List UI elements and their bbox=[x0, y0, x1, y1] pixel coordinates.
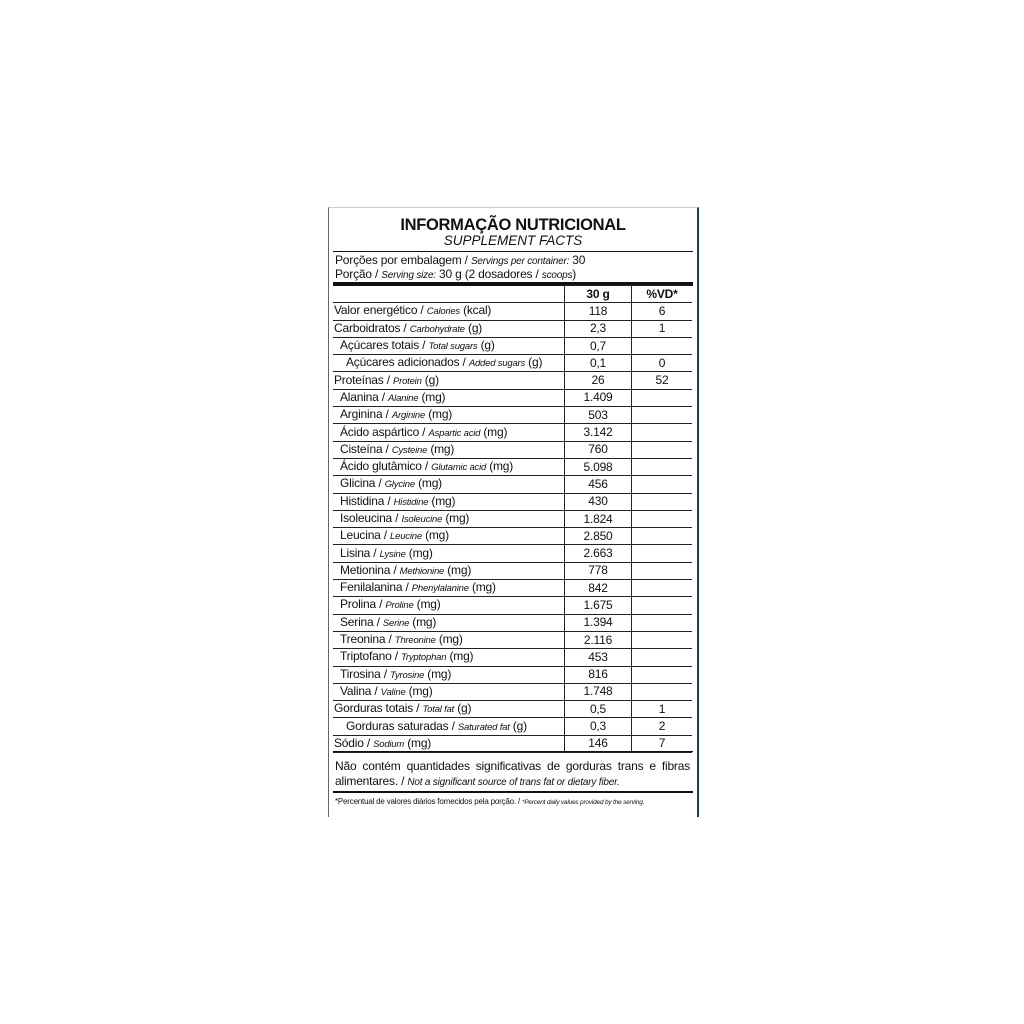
nutrient-unit: (mg) bbox=[480, 424, 508, 439]
nutrient-unit: (g) bbox=[477, 338, 495, 353]
size-scoops: scoops bbox=[541, 270, 573, 281]
table-row bbox=[333, 701, 692, 718]
nutrient-en: Tryptophan bbox=[401, 652, 447, 664]
nutrient-name bbox=[333, 683, 565, 700]
nutrient-name bbox=[333, 528, 565, 545]
nutrient-pt: Lisina / bbox=[340, 545, 380, 560]
table-body bbox=[333, 303, 692, 753]
nutrient-name bbox=[333, 424, 565, 441]
nutrient-dv: 52 bbox=[632, 372, 693, 389]
nutrient-amount: 456 bbox=[565, 476, 632, 493]
nutrient-en: Carbohydrate bbox=[409, 323, 465, 335]
nutrient-dv: 7 bbox=[632, 735, 693, 752]
nutrient-amount: 1.409 bbox=[565, 389, 632, 406]
nutrient-pt: Açúcares adicionados / bbox=[346, 355, 469, 370]
header-amount: 30 g bbox=[565, 286, 632, 303]
nutrient-dv bbox=[632, 631, 693, 648]
serving-size bbox=[335, 267, 576, 281]
nutrient-en: Methionine bbox=[399, 565, 445, 577]
nutrient-en: Calories bbox=[426, 306, 460, 318]
nutrient-pt: Sódio / bbox=[334, 735, 374, 750]
nutrient-name bbox=[333, 649, 565, 666]
table-row bbox=[333, 649, 692, 666]
nutrient-en: Cysteine bbox=[391, 444, 428, 456]
table-row bbox=[333, 614, 692, 631]
nutrient-unit: (mg) bbox=[428, 493, 456, 508]
size-en: Serving size: bbox=[381, 270, 436, 281]
nutrient-dv bbox=[632, 476, 693, 493]
header-blank bbox=[333, 286, 565, 303]
table-row bbox=[333, 528, 692, 545]
servings-en: Servings per container: bbox=[470, 256, 570, 267]
nutrient-amount: 760 bbox=[565, 441, 632, 458]
table-row bbox=[333, 597, 692, 614]
nutrient-amount: 0,3 bbox=[565, 718, 632, 735]
nutrient-unit: (mg) bbox=[425, 407, 453, 422]
nutrient-pt: Ácido glutâmico / bbox=[340, 459, 432, 474]
nutrient-en: Leucine bbox=[390, 531, 422, 543]
table-row bbox=[333, 683, 692, 700]
nutrient-unit: (mg) bbox=[444, 562, 472, 577]
nutrient-pt: Serina / bbox=[340, 614, 383, 629]
foot-en: *Percent daily values provided by the serving. bbox=[521, 799, 645, 806]
nutrient-name bbox=[333, 355, 565, 372]
servings-value: 30 bbox=[569, 253, 586, 267]
nutrient-dv bbox=[632, 510, 693, 527]
table-row bbox=[333, 666, 692, 683]
nutrient-en: Arginine bbox=[391, 410, 426, 422]
nutrient-amount: 2.663 bbox=[565, 545, 632, 562]
nutrient-en: Threonine bbox=[394, 635, 436, 647]
nutrient-pt: Ácido aspártico / bbox=[340, 424, 429, 439]
nutrient-name bbox=[333, 476, 565, 493]
nutrient-amount: 1.675 bbox=[565, 597, 632, 614]
nutrient-amount: 1.824 bbox=[565, 510, 632, 527]
nutrient-en: Serine bbox=[382, 617, 410, 629]
nutrient-amount: 3.142 bbox=[565, 424, 632, 441]
nutrient-pt: Leucina / bbox=[340, 528, 391, 543]
nutrient-unit: (mg) bbox=[418, 389, 446, 404]
nutrient-amount: 0,1 bbox=[565, 355, 632, 372]
nutrient-amount: 453 bbox=[565, 649, 632, 666]
nutrient-name bbox=[333, 372, 565, 389]
nutrient-pt: Prolina / bbox=[340, 597, 386, 612]
nutrient-pt: Tirosina / bbox=[340, 666, 391, 681]
size-close: ) bbox=[572, 267, 577, 281]
nutrient-name bbox=[333, 337, 565, 354]
nutrient-name bbox=[333, 614, 565, 631]
table-row bbox=[333, 320, 692, 337]
nutrient-unit: (mg) bbox=[486, 459, 514, 474]
nutrient-name bbox=[333, 701, 565, 718]
nutrient-amount: 26 bbox=[565, 372, 632, 389]
nutrient-unit: (mg) bbox=[404, 735, 432, 750]
table-row bbox=[333, 303, 692, 320]
nutrient-dv bbox=[632, 407, 693, 424]
title-divider bbox=[333, 251, 693, 252]
nutrient-en: Proline bbox=[385, 600, 414, 612]
nutrient-en: Isoleucine bbox=[401, 514, 443, 525]
nutrient-unit: (mg) bbox=[413, 597, 441, 612]
nutrient-unit: (mg) bbox=[442, 511, 470, 525]
nutrient-pt: Alanina / bbox=[340, 389, 389, 404]
nutrient-name bbox=[333, 407, 565, 424]
nutrient-pt: Histidina / bbox=[340, 493, 394, 508]
nutrient-amount: 503 bbox=[565, 407, 632, 424]
servings-pt: Porções por embalagem / bbox=[335, 253, 471, 267]
nutrient-en: Glycine bbox=[384, 479, 415, 491]
nutrient-unit: (mg) bbox=[424, 666, 452, 681]
nutrient-amount: 842 bbox=[565, 580, 632, 597]
nutrient-dv bbox=[632, 614, 693, 631]
foot-pt: *Percentual de valores diários fornecidos pela porção. / bbox=[335, 797, 522, 806]
table-row bbox=[333, 372, 692, 389]
nutrient-amount: 1.748 bbox=[565, 683, 632, 700]
nutrient-unit: (mg) bbox=[405, 683, 433, 698]
nutrient-amount: 430 bbox=[565, 493, 632, 510]
table-header-row bbox=[333, 286, 692, 303]
nutrient-dv: 0 bbox=[632, 355, 693, 372]
nutrient-unit: (mg) bbox=[446, 649, 474, 664]
table-row bbox=[333, 493, 692, 510]
label-subtitle: SUPPLEMENT FACTS bbox=[443, 233, 583, 248]
nutrient-name bbox=[333, 735, 565, 752]
nutrient-pt: Metionina / bbox=[340, 562, 400, 577]
nutrient-en: Sodium bbox=[373, 738, 405, 750]
nutrient-name bbox=[333, 441, 565, 458]
nutrient-name bbox=[333, 389, 565, 406]
note-pt: Não contém quantidades significativas de gorduras trans e fibras alimentares. / bbox=[335, 759, 690, 788]
table-row bbox=[333, 735, 692, 752]
nutrient-dv bbox=[632, 683, 693, 700]
nutrient-en: Lysine bbox=[379, 548, 406, 560]
nutrient-dv bbox=[632, 441, 693, 458]
nutrient-pt: Isoleucina / bbox=[340, 511, 402, 525]
label-title: INFORMAÇÃO NUTRICIONAL bbox=[400, 216, 626, 234]
nutrient-dv bbox=[632, 337, 693, 354]
nutrition-table bbox=[333, 285, 692, 753]
nutrient-name bbox=[333, 631, 565, 648]
nutrient-unit: (g) bbox=[464, 320, 483, 335]
nutrient-name bbox=[333, 320, 565, 337]
table-row bbox=[333, 510, 692, 527]
nutrient-name bbox=[333, 545, 565, 562]
nutrient-name bbox=[333, 303, 565, 320]
nutrient-en: Phenylalanine bbox=[411, 583, 469, 595]
nutrient-amount: 0,5 bbox=[565, 701, 632, 718]
nutrient-pt: Glicina / bbox=[340, 476, 385, 491]
nutrient-pt: Treonina / bbox=[340, 632, 395, 647]
nutrient-unit: (g) bbox=[421, 372, 439, 387]
nutrient-unit: (mg) bbox=[405, 545, 433, 560]
nutrient-dv bbox=[632, 597, 693, 614]
nutrient-dv bbox=[632, 562, 693, 579]
servings-per-container bbox=[335, 253, 585, 267]
nutrient-name bbox=[333, 510, 565, 527]
nutrient-amount: 778 bbox=[565, 562, 632, 579]
nutrient-unit: (g) bbox=[525, 355, 543, 370]
nutrient-amount: 5.098 bbox=[565, 458, 632, 475]
nutrient-dv bbox=[632, 424, 693, 441]
nutrient-dv bbox=[632, 493, 693, 510]
table-row bbox=[333, 476, 692, 493]
nutrient-pt: Gorduras saturadas / bbox=[346, 718, 458, 733]
nutrient-dv bbox=[632, 528, 693, 545]
nutrient-dv: 1 bbox=[632, 701, 693, 718]
nutrient-unit: (mg) bbox=[414, 476, 442, 491]
header-dv: %VD* bbox=[632, 286, 693, 303]
nutrient-name bbox=[333, 562, 565, 579]
nutrient-dv bbox=[632, 458, 693, 475]
nutrient-pt: Açúcares totais / bbox=[340, 338, 429, 353]
trans-fat-note bbox=[335, 759, 690, 790]
table-row bbox=[333, 458, 692, 475]
nutrient-name bbox=[333, 597, 565, 614]
nutrient-pt: Proteínas / bbox=[334, 372, 393, 387]
nutrient-name bbox=[333, 580, 565, 597]
nutrient-unit: (mg) bbox=[427, 441, 455, 456]
table-row bbox=[333, 407, 692, 424]
nutrient-amount: 2,3 bbox=[565, 320, 632, 337]
nutrient-unit: (mg) bbox=[435, 632, 463, 647]
nutrient-pt: Triptofano / bbox=[340, 649, 401, 664]
nutrient-dv bbox=[632, 649, 693, 666]
nutrient-unit: (kcal) bbox=[459, 303, 492, 318]
daily-value-footnote bbox=[335, 797, 644, 806]
nutrient-pt: Gorduras totais / bbox=[334, 701, 423, 716]
table-row bbox=[333, 718, 692, 735]
nutrient-unit: (g) bbox=[454, 701, 472, 716]
nutrient-amount: 1.394 bbox=[565, 614, 632, 631]
nutrient-dv: 2 bbox=[632, 718, 693, 735]
size-value: 30 g (2 dosadores / bbox=[435, 267, 542, 281]
nutrient-amount: 118 bbox=[565, 303, 632, 320]
table-row bbox=[333, 580, 692, 597]
nutrient-dv bbox=[632, 545, 693, 562]
nutrient-en: Histidine bbox=[393, 496, 429, 508]
nutrient-unit: (g) bbox=[509, 718, 527, 733]
nutrient-pt: Valina / bbox=[340, 683, 381, 698]
table-row bbox=[333, 389, 692, 406]
nutrient-amount: 146 bbox=[565, 735, 632, 752]
table-row bbox=[333, 337, 692, 354]
nutrient-en: Total fat bbox=[422, 704, 455, 716]
nutrient-dv bbox=[632, 580, 693, 597]
nutrient-en: Total sugars bbox=[428, 341, 478, 353]
table-row bbox=[333, 424, 692, 441]
nutrient-en: Tyrosine bbox=[390, 669, 425, 681]
nutrient-dv: 1 bbox=[632, 320, 693, 337]
nutrient-dv bbox=[632, 389, 693, 406]
nutrient-pt: Arginina / bbox=[340, 407, 392, 422]
nutrient-en: Alanine bbox=[388, 392, 419, 404]
nutrient-en: Protein bbox=[392, 375, 422, 387]
nutrient-dv bbox=[632, 666, 693, 683]
nutrient-pt: Valor energético / bbox=[334, 303, 427, 318]
nutrient-en: Added sugars bbox=[468, 358, 526, 370]
table-row bbox=[333, 545, 692, 562]
nutrient-amount: 2.850 bbox=[565, 528, 632, 545]
nutrient-en: Glutamic acid bbox=[431, 462, 487, 474]
nutrient-unit: (mg) bbox=[409, 614, 437, 629]
nutrient-amount: 2.116 bbox=[565, 631, 632, 648]
nutrient-amount: 816 bbox=[565, 666, 632, 683]
nutrient-en: Aspartic acid bbox=[428, 427, 481, 439]
nutrient-amount: 0,7 bbox=[565, 337, 632, 354]
table-row bbox=[333, 631, 692, 648]
note-en: Not a significant source of trans fat or dietary fiber. bbox=[407, 777, 620, 788]
nutrient-name bbox=[333, 493, 565, 510]
note-divider bbox=[333, 751, 693, 752]
nutrition-facts-panel bbox=[328, 207, 699, 817]
table-row bbox=[333, 441, 692, 458]
footer-divider bbox=[333, 791, 693, 793]
nutrient-unit: (mg) bbox=[421, 528, 449, 543]
nutrient-unit: (mg) bbox=[468, 580, 496, 595]
nutrient-pt: Cisteína / bbox=[340, 441, 392, 456]
nutrient-en: Saturated fat bbox=[457, 721, 510, 733]
nutrient-name bbox=[333, 666, 565, 683]
table-row bbox=[333, 562, 692, 579]
table-row bbox=[333, 355, 692, 372]
nutrient-pt: Carboidratos / bbox=[334, 320, 410, 335]
nutrient-dv: 6 bbox=[632, 303, 693, 320]
nutrient-en: Valine bbox=[380, 686, 406, 698]
nutrient-pt: Fenilalanina / bbox=[340, 580, 412, 595]
size-pt: Porção / bbox=[335, 267, 382, 281]
nutrient-name bbox=[333, 718, 565, 735]
nutrient-name bbox=[333, 458, 565, 475]
